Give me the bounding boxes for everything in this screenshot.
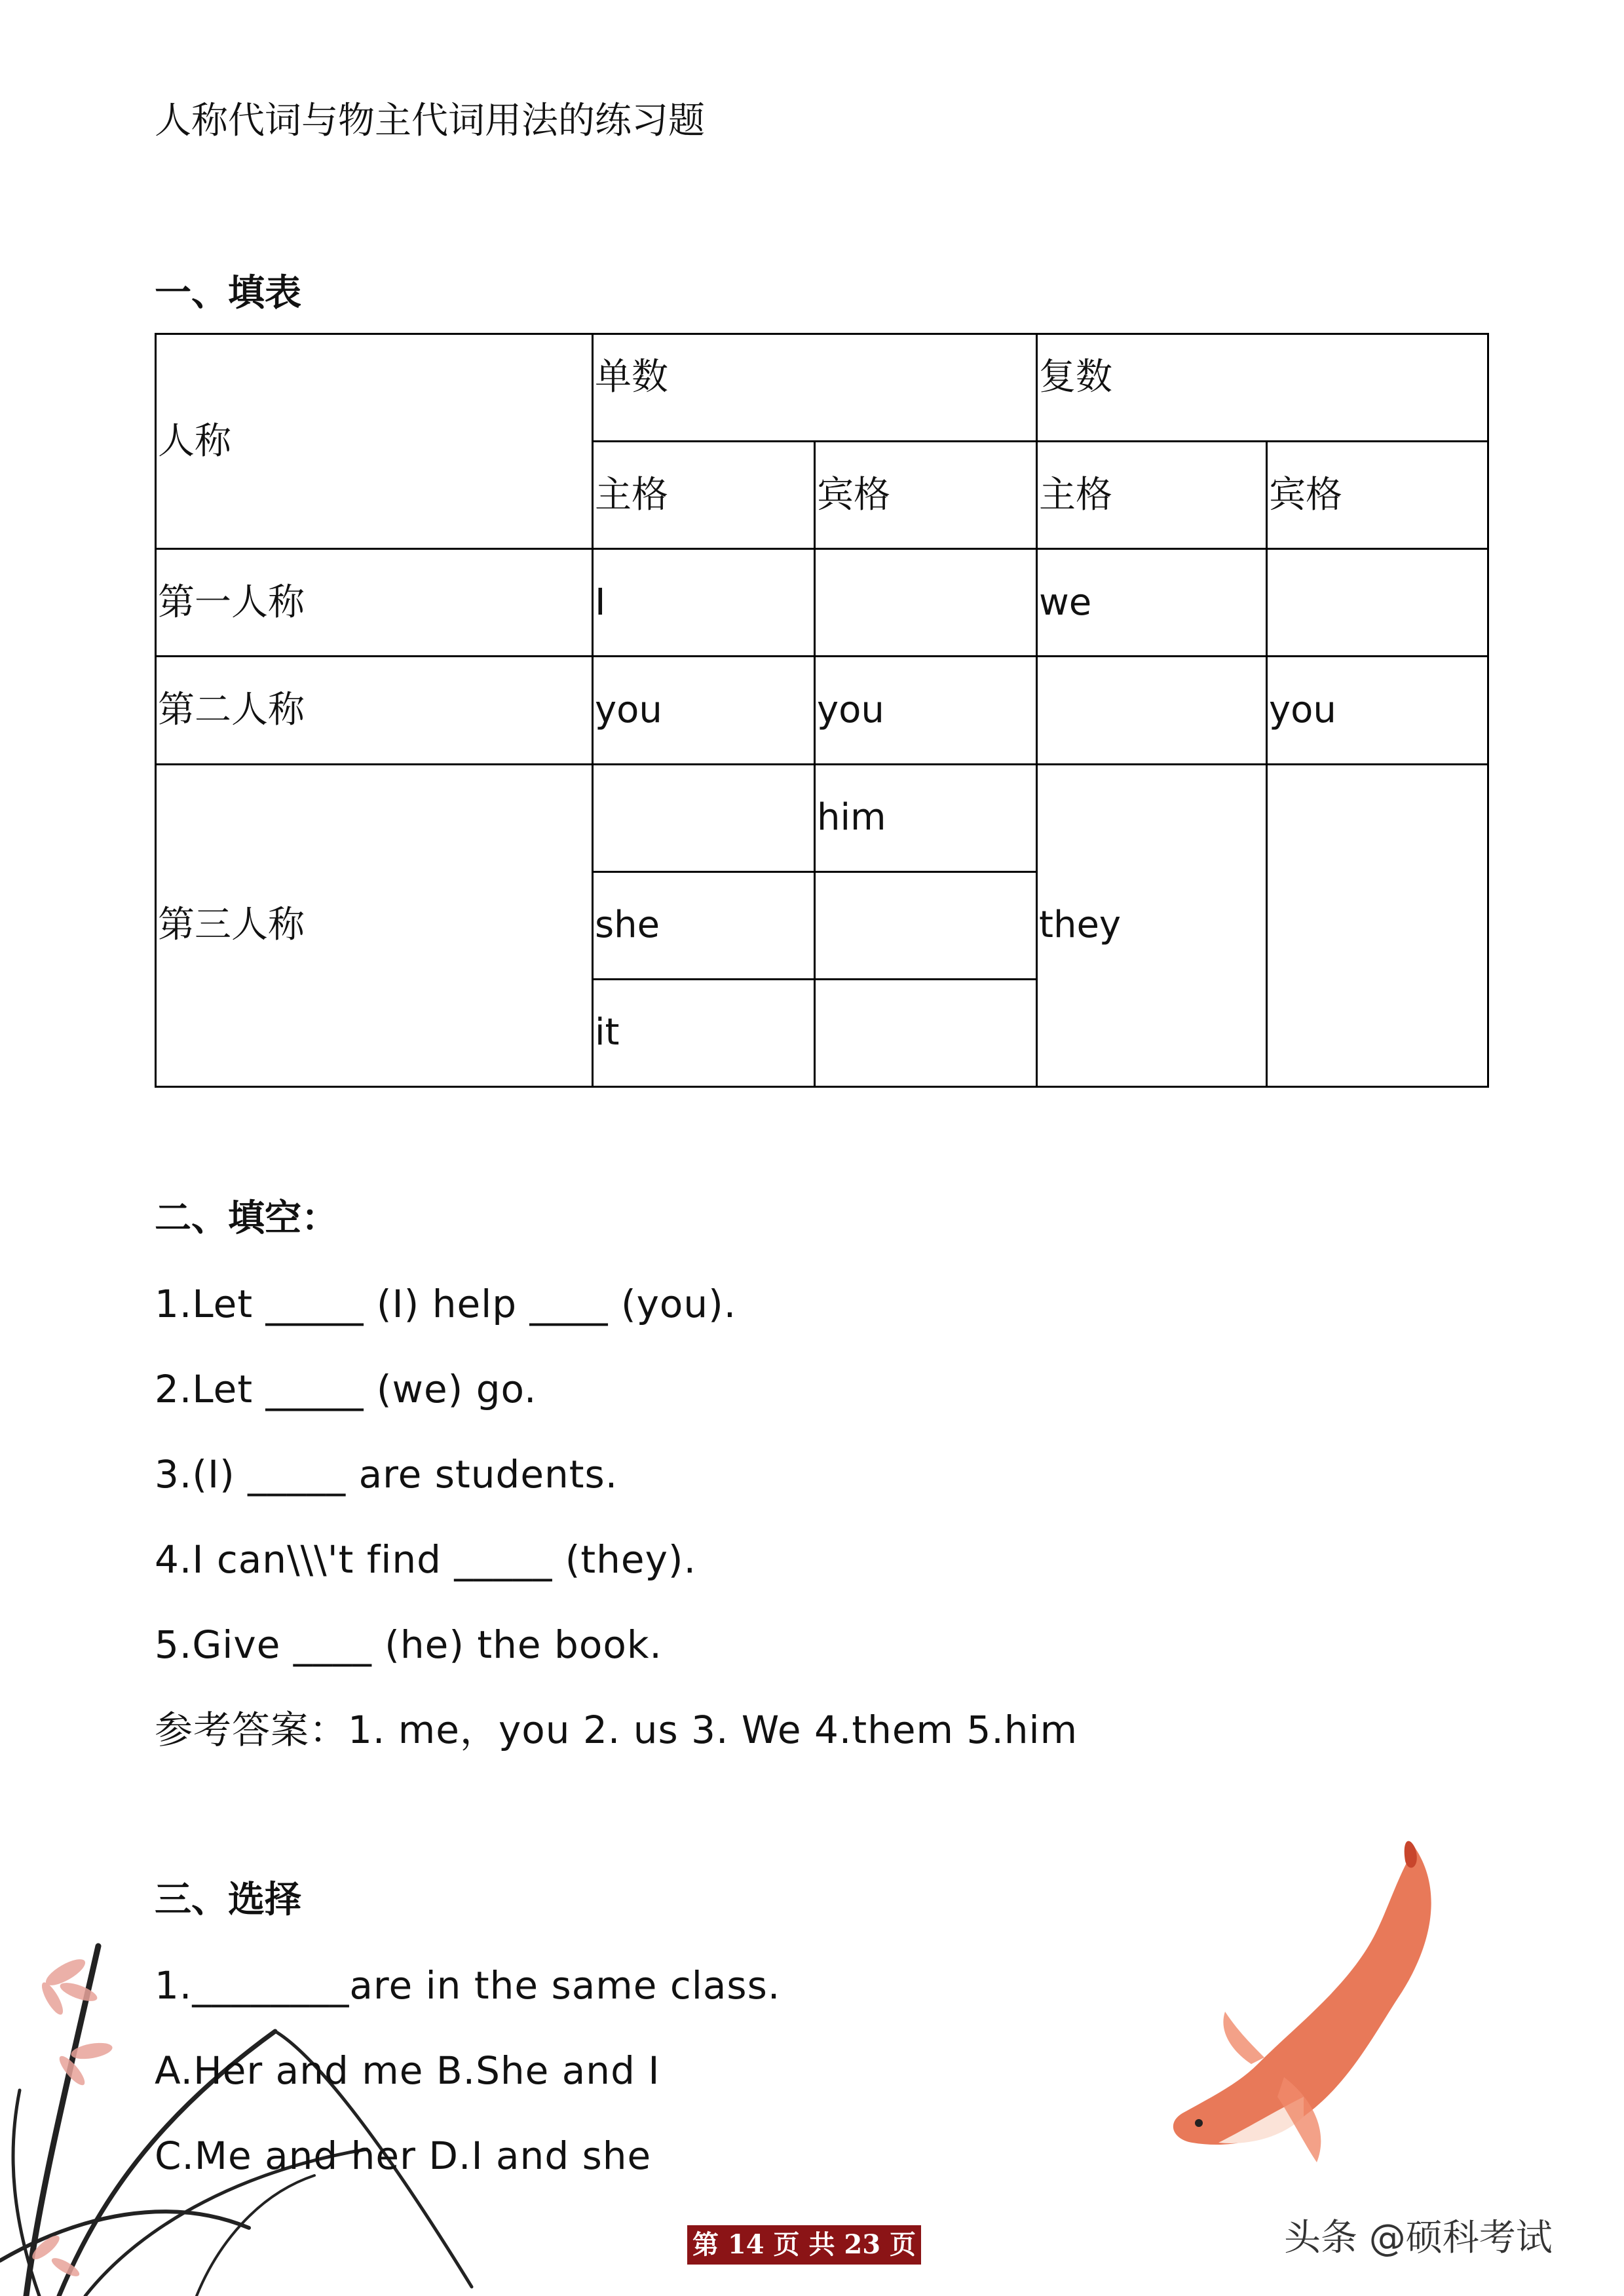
header-singular: 单数 xyxy=(593,334,1037,442)
third-sub3-subject: it xyxy=(593,979,815,1086)
section-3-heading: 三、选择 xyxy=(155,1879,301,1921)
watermark-text: 头条 @硕科考试 xyxy=(1284,2217,1553,2259)
pronoun-table xyxy=(155,333,1489,1088)
second-plural-subject xyxy=(1037,657,1267,764)
second-plural-object: you xyxy=(1267,657,1488,764)
fill-item-1: 1.Let _____ (I) help ____ (you). xyxy=(155,1282,737,1326)
first-singular-subject: I xyxy=(593,549,815,657)
header-singular-subject: 主格 xyxy=(593,442,815,549)
row-third-person-label: 第三人称 xyxy=(156,764,593,1086)
third-sub1-subject xyxy=(593,764,815,871)
first-plural-subject: we xyxy=(1037,549,1267,657)
header-plural-object: 宾格 xyxy=(1267,442,1488,549)
header-person: 人称 xyxy=(156,334,593,549)
fill-item-4: 4.I can\\\'t find _____ (they). xyxy=(155,1537,696,1582)
document-title: 人称代词与物主代词用法的练习题 xyxy=(155,100,705,142)
third-plural-subject: they xyxy=(1037,764,1267,1086)
third-plural-object xyxy=(1267,764,1488,1086)
choice-options-ab: A.Her and me B.She and I xyxy=(155,2048,660,2093)
choice-options-cd: C.Me and her D.I and she xyxy=(155,2133,652,2178)
third-sub2-subject: she xyxy=(593,871,815,979)
section-1-heading: 一、填表 xyxy=(155,272,301,315)
answer-key: 参考答案：1. me，you 2. us 3. We 4.them 5.him xyxy=(155,1708,1078,1752)
koi-fish-illustration xyxy=(1153,1835,1467,2189)
row-second-person-label: 第二人称 xyxy=(156,657,593,764)
fill-item-5: 5.Give ____ (he) the book. xyxy=(155,1622,662,1667)
third-sub3-object xyxy=(815,979,1037,1086)
header-plural-subject: 主格 xyxy=(1037,442,1267,549)
header-plural: 复数 xyxy=(1037,334,1488,442)
section-2-heading: 二、填空： xyxy=(155,1197,338,1240)
row-first-person-label: 第一人称 xyxy=(156,549,593,657)
second-singular-object: you xyxy=(815,657,1037,764)
fill-item-3: 3.(I) _____ are students. xyxy=(155,1452,618,1497)
header-singular-object: 宾格 xyxy=(815,442,1037,549)
third-sub2-object xyxy=(815,871,1037,979)
first-plural-object xyxy=(1267,549,1488,657)
first-singular-object xyxy=(815,549,1037,657)
fill-item-2: 2.Let _____ (we) go. xyxy=(155,1367,537,1411)
third-sub1-object: him xyxy=(815,764,1037,871)
second-singular-subject: you xyxy=(593,657,815,764)
page-indicator: 第 14 页 共 23 页 xyxy=(687,2225,921,2265)
choice-question-1: 1.________are in the same class. xyxy=(155,1963,781,2008)
